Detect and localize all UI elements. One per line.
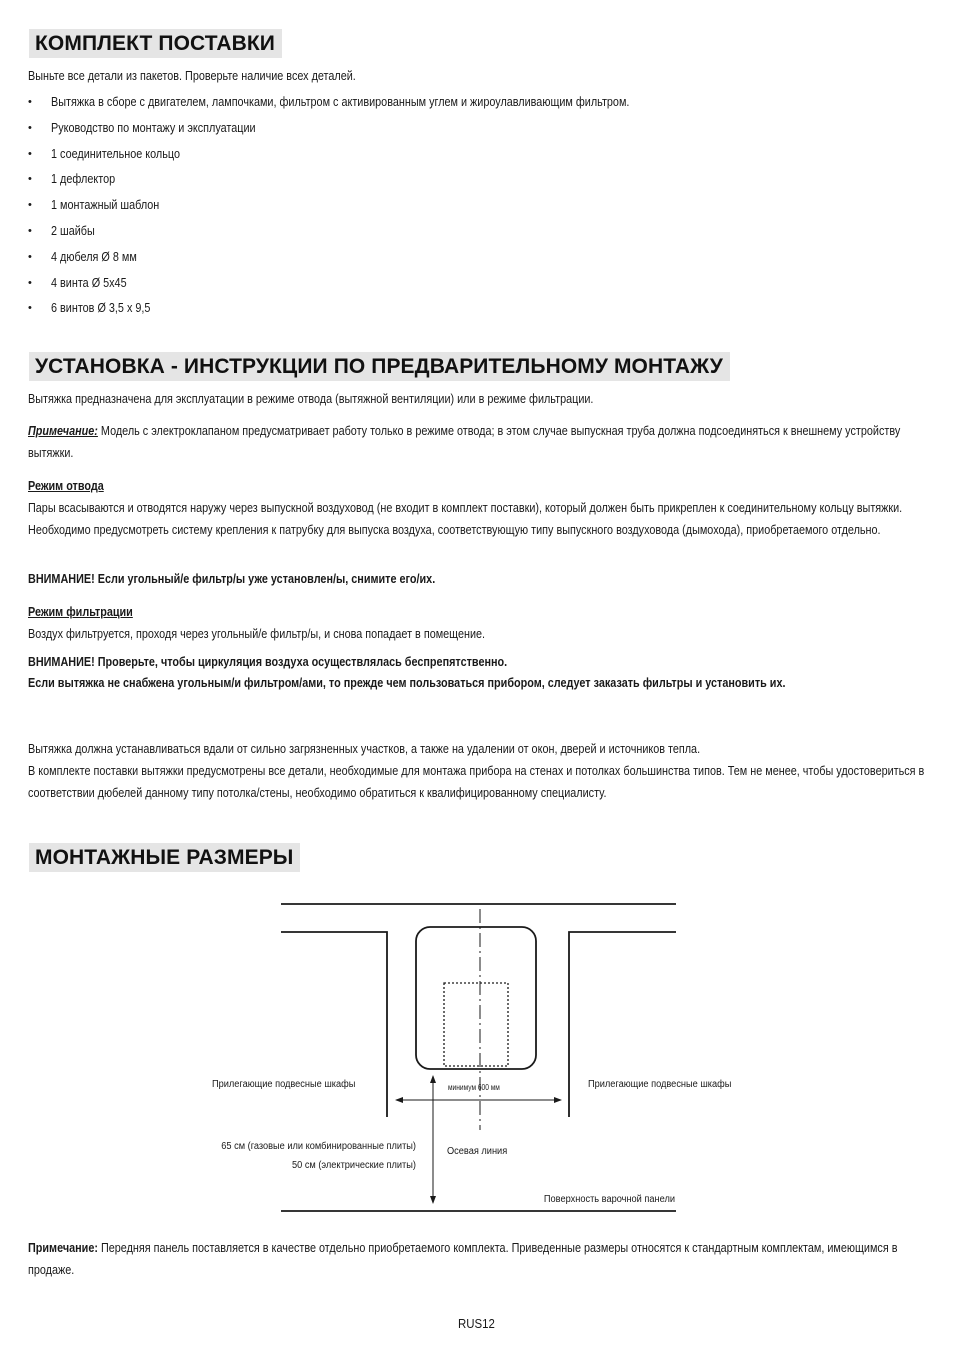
bullet-icon: • xyxy=(28,199,32,212)
bullet-icon: • xyxy=(28,173,32,186)
placement-text-1: Вытяжка должна устанавливаться вдали от сильно загрязненных участков, а также на удалении от окон, дверей и источников тепла. xyxy=(28,742,701,756)
filter-warning-1: ВНИМАНИЕ! Проверьте, чтобы циркуляция воздуха осуществлялась беспрепятственно. xyxy=(28,655,508,669)
height-gas-label: 65 см (газовые или комбинированные плиты) xyxy=(221,1140,416,1153)
exhaust-mode-text: Пары всасываются и отводятся наружу через выпускной воздуховод (не входит в комплект поставки), который должен быть прикреплен к соединительному кольцу вытяжки. Необходимо предусмотреть систему крепления к патрубку для выпуска воздуха, соответствующую типу выпускного воздуховода (дымохода), приобретаемого отдельно. xyxy=(28,501,903,537)
bullet-icon: • xyxy=(28,121,32,134)
axis-label: Осевая линия xyxy=(447,1145,508,1158)
filter-warning-2: Если вытяжка не снабжена угольным/и фильтром/ами, то прежде чем пользоваться прибором, следует заказать фильтры и установить их. xyxy=(28,676,786,690)
section-title-dimensions: МОНТАЖНЫЕ РАЗМЕРЫ xyxy=(29,843,300,872)
placement-text-2: В комплекте поставки вытяжки предусмотрены все детали, необходимые для монтажа прибора на стенах и потолках большинства типов. Тем не менее, чтобы удостовериться в соответствии дюбелей данному типу потолка/стены, необходимо обратиться к квалифицированному специалисту. xyxy=(28,764,925,800)
right-cabinet-label: Прилегающие подвесные шкафы xyxy=(587,1078,732,1091)
bullet-icon: • xyxy=(28,224,32,237)
exhaust-warning: ВНИМАНИЕ! Если угольный/е фильтр/ы уже установлен/ы, снимите его/их. xyxy=(28,572,436,586)
cooktop-surface-label: Поверхность варочной панели xyxy=(543,1193,675,1206)
left-cabinet-label: Прилегающие подвесные шкафы xyxy=(212,1078,356,1091)
page-number: RUS12 xyxy=(458,1316,495,1331)
hood-outline xyxy=(416,927,536,1069)
min-width-label: минимум 600 мм xyxy=(448,1082,500,1093)
note-label: Примечание: xyxy=(28,424,98,438)
section-title-installation: УСТАНОВКА - ИНСТРУКЦИИ ПО ПРЕДВАРИТЕЛЬНОМУ МОНТАЖУ xyxy=(29,352,730,381)
installation-intro: Вытяжка предназначена для эксплуатации в режиме отвода (вытяжной вентиляции) или в режиме фильтрации. xyxy=(28,392,594,406)
right-cabinet-outline xyxy=(569,932,676,1117)
note-text: Передняя панель поставляется в качестве отдельно приобретаемого комплекта. Приведенные размеры относятся к стандартным комплектам, имеющимся в продаже. xyxy=(28,1241,898,1277)
height-electric-label: 50 см (электрические плиты) xyxy=(292,1159,416,1172)
bullet-icon: • xyxy=(28,276,32,289)
left-cabinet-outline xyxy=(281,932,387,1117)
exhaust-mode-heading: Режим отвода xyxy=(28,479,104,493)
chimney-dotted-outline xyxy=(444,983,508,1066)
installation-note xyxy=(28,421,928,464)
filter-mode-text: Воздух фильтруется, проходя через угольный/е фильтр/ы, и снова попадает в помещение. xyxy=(28,627,486,641)
note-text: Модель с электроклапаном предусматривает работу только в режиме отвода; в этом случае выпускная труба должна подсоединяться к внешнему устройству вытяжки. xyxy=(28,424,901,460)
dimensions-note xyxy=(28,1238,928,1281)
bullet-icon: • xyxy=(28,96,32,108)
bullet-icon: • xyxy=(28,147,32,160)
bullet-icon: • xyxy=(28,250,32,263)
section-title-delivery: КОМПЛЕКТ ПОСТАВКИ xyxy=(29,29,282,58)
delivery-intro: Выньте все детали из пакетов. Проверьте наличие всех деталей. xyxy=(28,69,356,83)
bullet-icon: • xyxy=(28,302,32,315)
note-label: Примечание: xyxy=(28,1241,98,1255)
filter-mode-heading: Режим фильтрации xyxy=(28,605,133,619)
